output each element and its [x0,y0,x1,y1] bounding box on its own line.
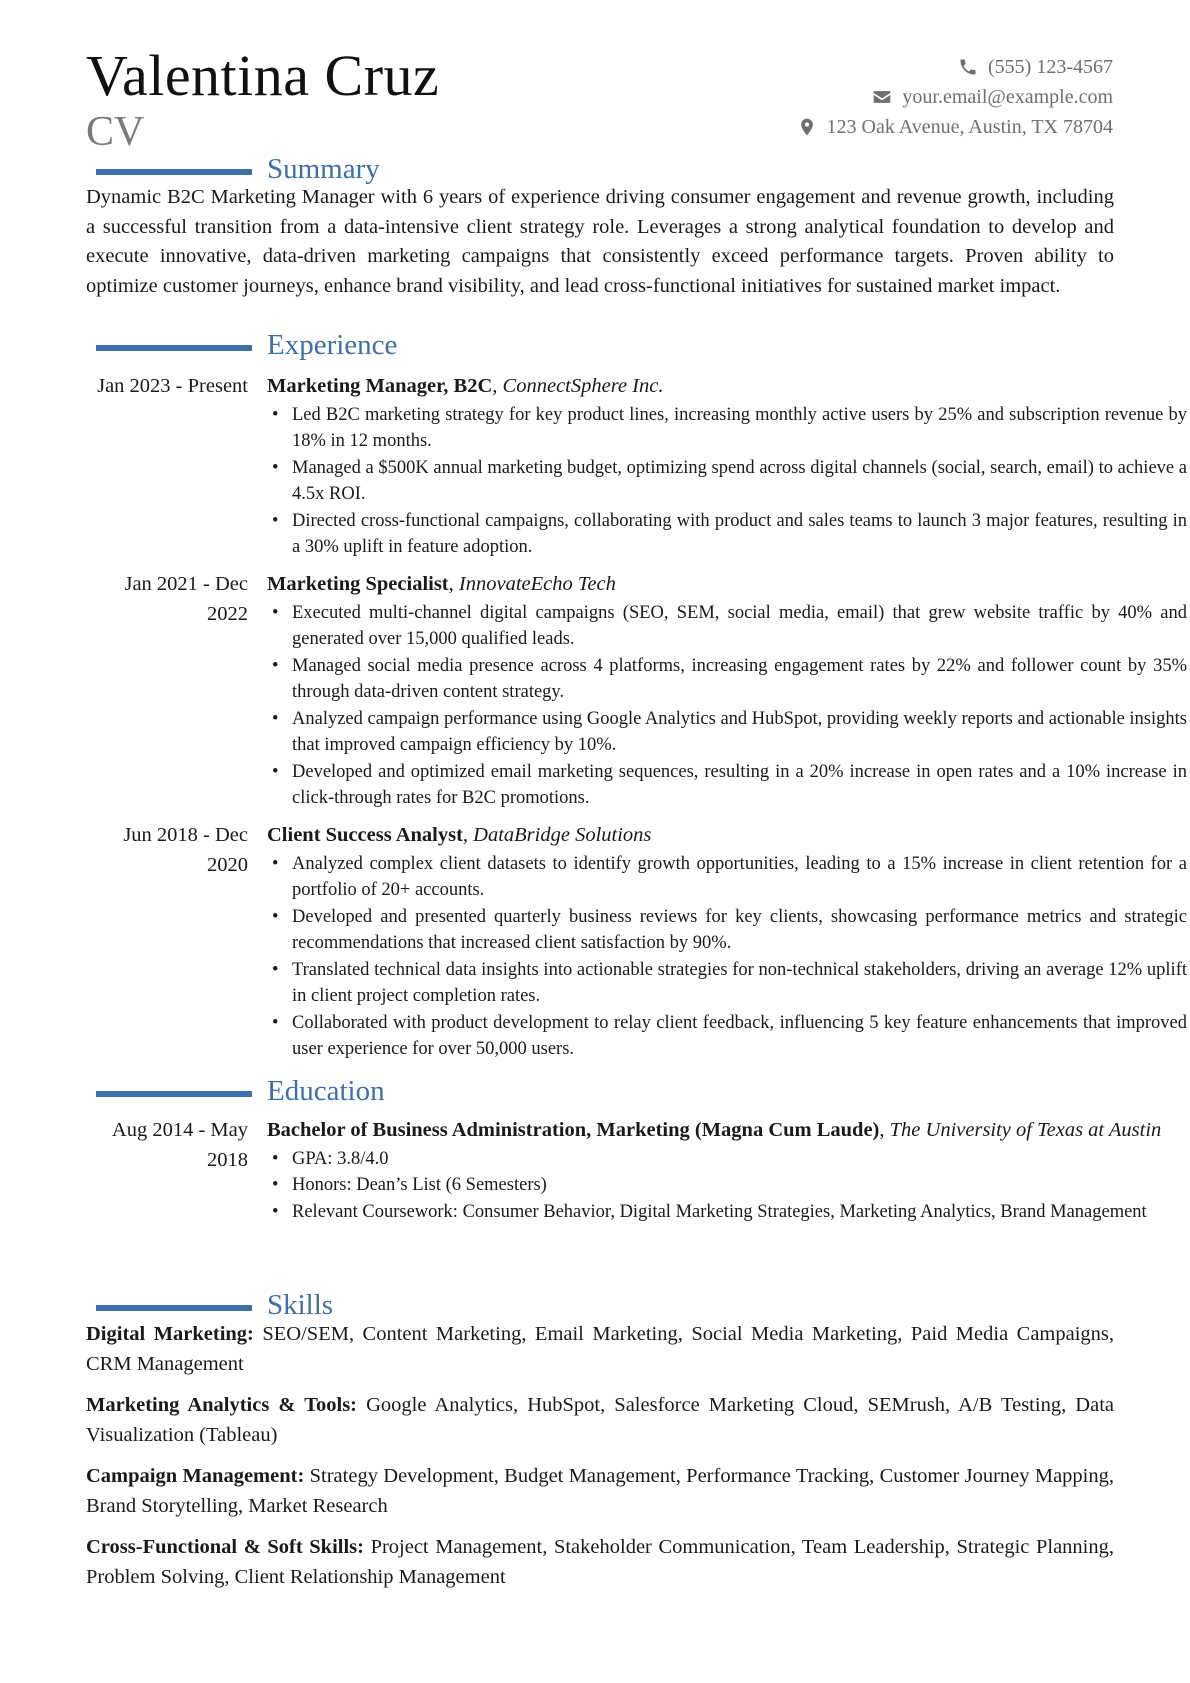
section-title: Summary [267,153,380,185]
entry-bullets [267,402,1187,561]
skill-group [86,1533,1114,1592]
skill-category: Marketing Analytics & Tools: [86,1394,358,1416]
bullet-item: • Managed social media presence across 4 platforms, increasing engagement rates by 22% and follower count by 35% through data-driven content strategy. [267,653,1187,706]
entry-body [267,821,1187,1063]
entry-date: Jan 2021 - Dec 2022 [124,573,248,625]
candidate-name: Valentina Cruz [86,43,440,108]
entry-role: Client Success Analyst [267,824,463,846]
skill-items: SEO/SEM, Content Marketing, Email Marketing, Social Media Marketing, Paid Media Campaigns, CRM Management [86,1323,1115,1375]
contact-phone [797,52,1113,82]
phone-icon [958,57,978,77]
entry-title: Marketing Specialist, InnovateEcho Tech [267,573,616,595]
bullet-item: • Analyzed complex client datasets to identify growth opportunities, leading to a 15% increase in client retention for a portfolio of 20+ accounts. [267,851,1187,904]
bullet-item: • Developed and presented quarterly business reviews for key clients, showcasing performance metrics and strategic recommendations that increased client satisfaction by 90%. [267,904,1187,957]
entry-body [267,570,1187,812]
section-rule [96,1091,252,1097]
bullet-item: • Honors: Dean’s List (6 Semesters) [267,1172,1187,1199]
entry-date: Jan 2023 - Present [97,375,248,397]
skill-category: Digital Marketing: [86,1323,254,1345]
bullet-item: • Developed and optimized email marketing sequences, resulting in a 20% increase in open rates and a 10% increase in click-through rates for B2C promotions. [267,759,1187,812]
bullet-item: • Relevant Coursework: Consumer Behavior, Digital Marketing Strategies, Marketing Analytics, Brand Management [267,1199,1187,1226]
entry-organization: DataBridge Solutions [473,824,652,846]
email-text[interactable]: your.email@example.com [902,86,1113,108]
entry-degree: Bachelor of Business Administration, Marketing (Magna Cum Laude) [267,1119,880,1141]
bullet-item: • Directed cross-functional campaigns, collaborating with product and sales teams to launch 3 major features, resulting in a 30% uplift in feature adoption. [267,508,1187,561]
section-rule [96,345,252,351]
section-rule [96,169,252,175]
entry-body [267,372,1187,561]
entry-body [267,1116,1187,1225]
entry-date: Jun 2018 - Dec 2020 [123,824,248,876]
entry-organization: InnovateEcho Tech [458,573,616,595]
entry-title: Client Success Analyst, DataBridge Solutions [267,824,652,846]
contact-email[interactable] [797,82,1113,112]
phone-text: (555) 123-4567 [988,56,1113,78]
entry-bullets [267,600,1187,812]
skill-group [86,1462,1114,1521]
bullet-item: • GPA: 3.8/4.0 [267,1146,1187,1173]
section-title: Education [267,1075,385,1107]
section-title: Experience [267,329,398,361]
contact-block [797,52,1113,142]
entry-date: Aug 2014 - May 2018 [111,1119,248,1171]
entry-bullets [267,851,1187,1063]
address-text: 123 Oak Avenue, Austin, TX 78704 [826,116,1113,138]
bullet-item: • Collaborated with product development to relay client feedback, influencing 5 key feature enhancements that improved user experience for over 50,000 users. [267,1010,1187,1063]
envelope-icon [872,87,892,107]
summary-paragraph: Dynamic B2C Marketing Manager with 6 years of experience driving consumer engagement and revenue growth, including a successful transition from a data-intensive client strategy role. Leverages a strong analytical foundation to develop and execute innovative, data-driven marketing campaigns that consistently exceed performance targets. Proven ability to optimize customer journeys, enhance brand visibility, and lead cross-functional initiatives for sustained market impact. [86,186,1114,297]
entry-organization: ConnectSphere Inc. [502,375,664,397]
skill-group [86,1320,1114,1379]
entry-bullets [267,1146,1187,1226]
bullet-item: • Executed multi-channel digital campaigns (SEO, SEM, social media, email) that grew website traffic by 40% and generated over 15,000 qualified leads. [267,600,1187,653]
section-title: Skills [267,1289,334,1321]
entry-title: Bachelor of Business Administration, Marketing (Magna Cum Laude), The University of Texas at Austin [267,1119,1162,1141]
contact-address [797,112,1113,142]
entry-title: Marketing Manager, B2C, ConnectSphere Inc. [267,375,664,397]
bullet-item: • Translated technical data insights into actionable strategies for non-technical stakeholders, driving an average 12% uplift in client project completion rates. [267,957,1187,1010]
entry-role: Marketing Specialist [267,573,449,595]
map-pin-icon [797,117,817,137]
skill-items: Google Analytics, HubSpot, Salesforce Marketing Cloud, SEMrush, A/B Testing, Data Visualization (Tableau) [86,1394,1114,1446]
skill-category: Campaign Management: [86,1465,305,1487]
bullet-item: • Led B2C marketing strategy for key product lines, increasing monthly active users by 25% and subscription revenue by 18% in 12 months. [267,402,1187,455]
skill-group [86,1391,1114,1450]
skill-category: Cross-Functional & Soft Skills: [86,1536,364,1558]
document-subtitle: CV [86,109,145,155]
entry-institution: The University of Texas at Austin [889,1119,1162,1141]
section-rule [96,1305,252,1311]
entry-role: Marketing Manager, B2C [267,375,493,397]
bullet-item: • Managed a $500K annual marketing budget, optimizing spend across digital channels (social, search, email) to achieve a 4.5x ROI. [267,455,1187,508]
bullet-item: • Analyzed campaign performance using Google Analytics and HubSpot, providing weekly reports and actionable insights that improved campaign efficiency by 10%. [267,706,1187,759]
skill-items: Strategy Development, Budget Management, Performance Tracking, Customer Journey Mapping, Brand Storytelling, Market Research [86,1465,1114,1517]
skill-items: Project Management, Stakeholder Communication, Team Leadership, Strategic Planning, Problem Solving, Client Relationship Management [86,1536,1114,1588]
